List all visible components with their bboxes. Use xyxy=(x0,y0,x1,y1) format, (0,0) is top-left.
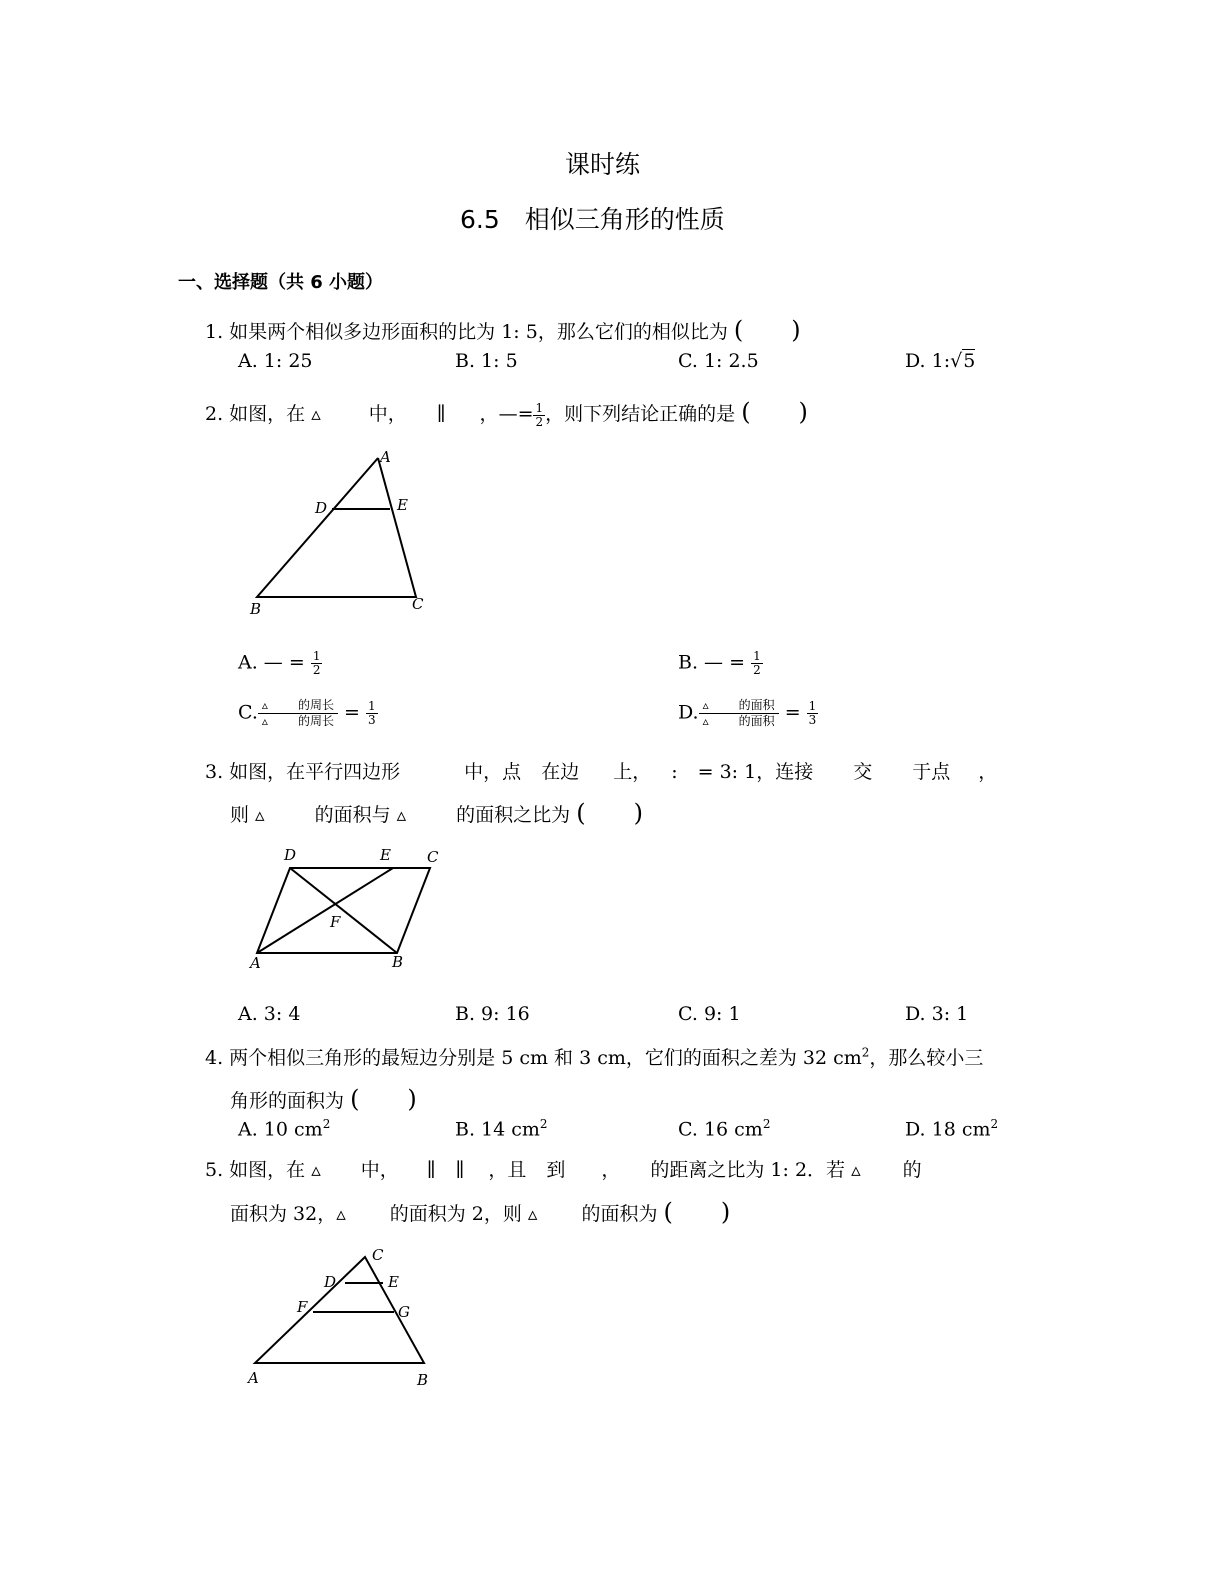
q2-text-4: ， xyxy=(479,403,499,425)
label-b: B xyxy=(417,1371,429,1389)
q1-option-b[interactable]: B. 1: 5 xyxy=(455,350,518,372)
page-title: 课时练 xyxy=(565,150,641,179)
q2-dash: — xyxy=(498,403,518,425)
label-b: B xyxy=(392,953,404,971)
label-e: E xyxy=(380,846,391,864)
label-e: E xyxy=(388,1273,399,1291)
label-b: B xyxy=(250,600,262,618)
question-3-stem-line2: 则 ▵ 的面积与 ▵ 的面积之比为 ( ) xyxy=(230,799,643,827)
q1-option-d[interactable]: D. 1:√5 xyxy=(905,350,976,372)
question-5-stem-line1: 5. 如图，在 ▵ 中， ∥ ∥ ，且 到 ， 的距离之比为 1: 2．若 ▵ 的 xyxy=(205,1159,922,1181)
q3-option-b[interactable]: B. 9: 16 xyxy=(455,1003,530,1025)
question-5-stem-line2: 面积为 32，▵ 的面积为 2，则 ▵ 的面积为 ( ) xyxy=(230,1198,731,1226)
label-c: C xyxy=(427,848,439,866)
answer-blank: ( ) xyxy=(733,316,801,344)
triangle-abc xyxy=(257,458,416,597)
label-f: F xyxy=(297,1298,308,1316)
q4-option-d[interactable]: D. 18 $cm^2$ xyxy=(905,1117,999,1141)
parallel-symbol: ∥ xyxy=(436,403,446,425)
question-4-stem-line2: 角形的面积为 ( ) xyxy=(230,1085,417,1113)
question-1-stem xyxy=(205,310,801,345)
q4-option-c[interactable]: C. 16 $cm^2$ xyxy=(678,1117,771,1141)
q2-text-5: ，则下列结论正确的是 xyxy=(545,403,736,425)
q1-option-c[interactable]: C. 1: 2.5 xyxy=(678,350,759,372)
label-a: A xyxy=(248,1369,259,1387)
label-a: A xyxy=(250,954,261,972)
answer-blank: ( ) xyxy=(663,1198,731,1226)
q3-option-a[interactable]: A. 3: 4 xyxy=(238,1003,301,1025)
label-a: A xyxy=(380,448,391,466)
q3-option-d[interactable]: D. 3: 1 xyxy=(905,1003,969,1025)
segment-ae xyxy=(257,868,393,953)
q5-triangle-figure xyxy=(240,1240,440,1390)
q2-equals: = xyxy=(517,403,534,425)
section-heading: 一、选择题（共 6 小题） xyxy=(178,272,384,293)
label-d: D xyxy=(315,499,328,517)
label-c: C xyxy=(372,1246,384,1264)
page-subtitle: 6.5 相似三角形的性质 xyxy=(460,205,725,234)
q2-text-2: 中， xyxy=(368,403,407,425)
q2-option-a[interactable]: A. — = $\frac{1}{2}$ xyxy=(238,649,321,677)
q4-option-a[interactable]: A. 10 $cm^2$ xyxy=(238,1117,331,1141)
label-e: E xyxy=(397,496,408,514)
label-g: G xyxy=(398,1303,410,1321)
q4-option-b[interactable]: B. 14 $cm^2$ xyxy=(455,1117,548,1141)
label-d: D xyxy=(324,1273,337,1291)
sqrt-radicand: 5 xyxy=(963,350,976,372)
q1-option-d-prefix: D. 1: xyxy=(905,350,951,372)
q2-option-b[interactable]: B. — = $\frac{1}{2}$ xyxy=(678,649,761,677)
label-d: D xyxy=(284,846,297,864)
q1-option-a[interactable]: A. 1: 25 xyxy=(238,350,313,372)
answer-blank: ( ) xyxy=(741,398,808,426)
segment-bd xyxy=(290,868,397,953)
question-4-stem-line1: 4. 两个相似三角形的最短边分别是 5 cm 和 3 cm，它们的面积之差为 32 $cm^2$，那么较小三 xyxy=(205,1045,984,1069)
question-2-stem xyxy=(205,392,808,429)
label-c: C xyxy=(412,595,424,613)
label-f: F xyxy=(330,913,341,931)
answer-blank: ( ) xyxy=(350,1085,417,1113)
q2-option-c[interactable]: C. $\frac{\text{▵ 的周长}}{\text{▵ 的周长}}$ = $\frac{1}{3}$ xyxy=(238,698,376,728)
q2-fraction: $\frac{1}{2}$ xyxy=(535,400,544,429)
q3-option-c[interactable]: C. 9: 1 xyxy=(678,1003,741,1025)
question-3-stem-line1: 3. 如图，在平行四边形 中，点 在边 上， : = 3: 1，连接 交 于点 ， xyxy=(205,761,998,783)
question-1-text: 1. 如果两个相似多边形面积的比为 1: 5，那么它们的相似比为 xyxy=(205,321,728,343)
q2-triangle-figure xyxy=(240,445,440,625)
q3-parallelogram-figure xyxy=(240,840,450,975)
q2-option-d[interactable]: D. $\frac{\text{▵ 的面积}}{\text{▵ 的面积}}$ = $\frac{1}{3}$ xyxy=(678,698,817,728)
q2-text-1: 2. 如图，在 ▵ xyxy=(205,403,321,425)
answer-blank: ( ) xyxy=(576,799,643,827)
